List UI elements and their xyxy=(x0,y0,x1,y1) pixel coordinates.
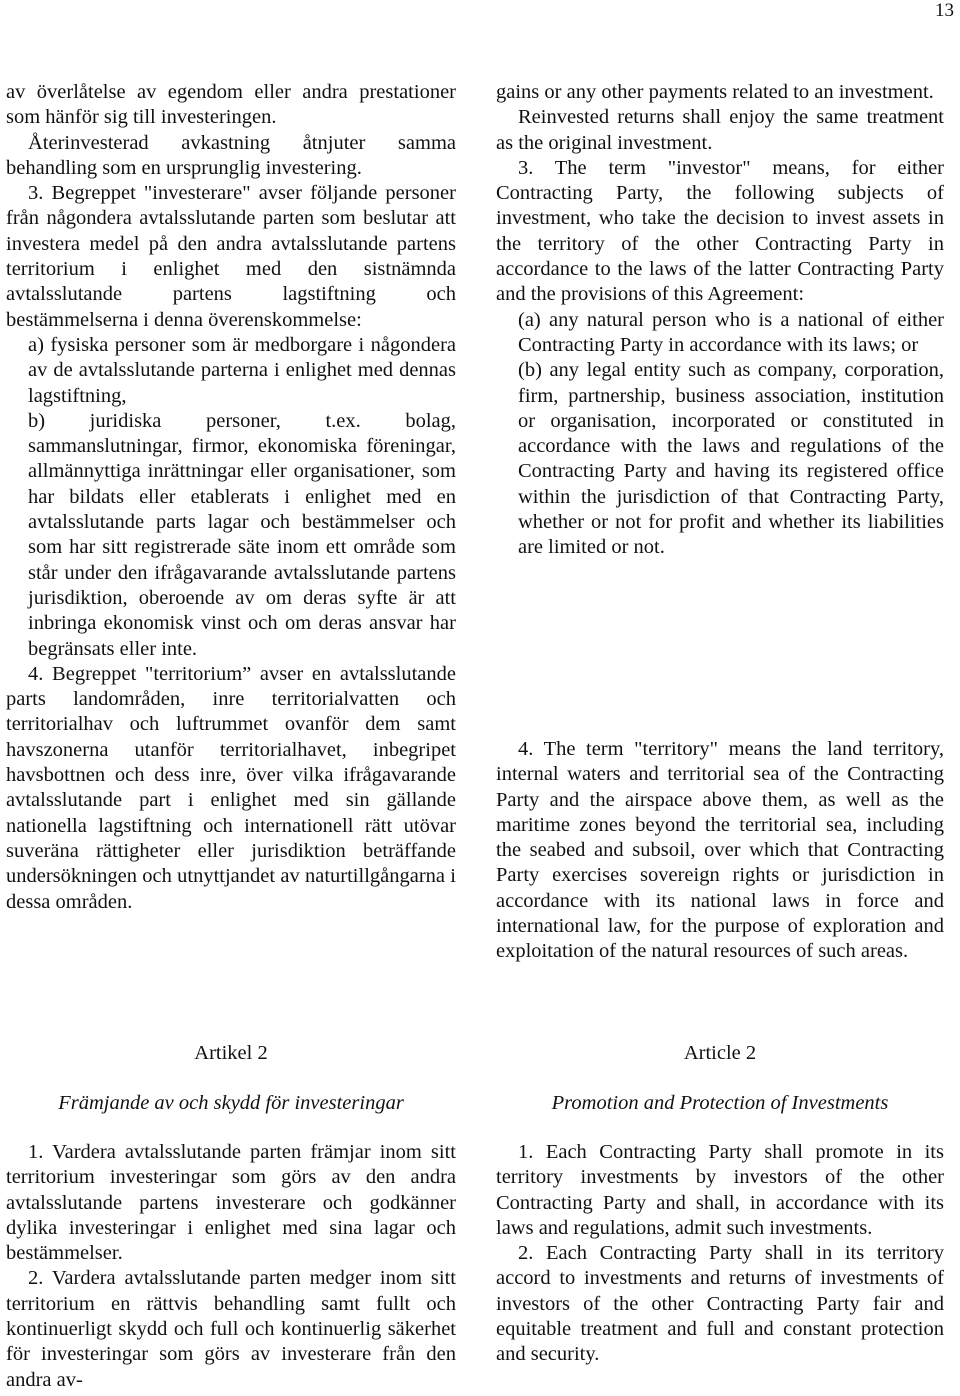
sv-art2-paragraph-2: 2. Vardera avtalsslutande parten medger inom sitt territorium en rättvis behandling samt fullt och kontinuerligt skydd och full och kontinuerlig säkerhet för investeringar som görs av investerare från den andra av- xyxy=(6,1267,456,1391)
en-article-title: Promotion and Protection of Investments xyxy=(551,1092,889,1114)
sv-item-b: b) juridiska personer, t.ex. bolag, sammanslutningar, firmor, ekonomiska föreningar, allmännyttiga inrättningar eller organisationer, som har bildats eller etablerats i enlighet med en avtalsslutande parts lagar och bestämmelser och som har sitt registrerade säte inom ett område som står under den ifrågavarande avtalsslutande partens jurisdiktion, oberoende av om deras syfte är att inbringa ekonomisk vinst och om deras ansvar har begränsats eller inte. xyxy=(28,409,456,660)
en-art2-paragraph-2: 2. Each Contracting Party shall in its territory accord to investments and returns of investments of investors of the other Contracting Party fair and equitable treatment and full and constant protection and security. xyxy=(496,1242,944,1366)
en-continuation: gains or any other payments related to an investment. xyxy=(496,81,934,103)
en-paragraph-4: 4. The term "territory" means the land territory, internal waters and territorial sea of the Contracting Party and the airspace above them, as well as the maritime zones beyond the territorial sea, including the seabed and subsoil, over which that Contracting Party exercises sovereign rights or jurisdiction in accordance with its national laws in force and international law, for the purpose of exploration and exploitation of the natural resources of such areas. xyxy=(496,738,944,963)
en-item-a: (a) any natural person who is a national of either Contracting Party in accordance with its laws; or xyxy=(518,308,944,356)
en-paragraph-4-wrap xyxy=(496,737,944,965)
en-item-b: (b) any legal entity such as company, corporation, firm, partnership, business association, institution or organisation, incorporated or constituted in accordance with the laws and regulations of the Contracting Party and having its registered office within the jurisdiction of that Contracting Party, whether or not for profit and whether its liabilities are limited or not. xyxy=(518,359,944,559)
sv-article-heading: Artikel 2 xyxy=(194,1042,268,1064)
sv-continuation: av överlåtelse av egendom eller andra prestationer som hänför sig till investeringen. xyxy=(6,81,456,129)
sv-art2-paragraph-1: 1. Vardera avtalsslutande parten främjar inom sitt territorium investeringar som görs av den andra avtalsslutande partens investerare och godkänner dylika investeringar i enlighet med sina lagar och bestämmelser. xyxy=(6,1141,456,1265)
page-number: 13 xyxy=(935,0,954,21)
sv-paragraph-4: 4. Begreppet "territorium” avser en avtalsslutande parts landområden, inre territorialvatten och territorialhav och luftrummet ovanför dem samt havszonerna utanför territorialhavet, inbegripet havsbottnen och dess inre, över vilka ifrågavarande avtalsslutande part i enlighet med sin gällande nationella lagstiftning och internationell rätt utövar suveräna rättigheter eller jurisdiktion beträffande undersökningen och utnyttjandet av naturtillgångarna i dessa områden. xyxy=(6,662,456,913)
english-column xyxy=(496,80,944,561)
en-article-heading: Article 2 xyxy=(683,1042,757,1064)
sv-reinvested: Återinvesterad avkastning åtnjuter samma behandling som en ursprunglig investering. xyxy=(6,131,456,179)
sv-paragraph-3: 3. Begreppet "investerare" avser följande personer från någondera avtalsslutande parten som beslutar att investera medel på den andra avtalsslutande partens territorium i enlighet med den sistnämnda avtalsslutande partens lagstiftning och bestämmelserna i denna överenskommelse: xyxy=(6,182,456,331)
sv-article-title: Främjande av och skydd för investeringar xyxy=(58,1092,404,1114)
en-paragraph-3: 3. The term "investor" means, for either Contracting Party, the following subjects of investment, who take the decision to invest assets in the territory of the other Contracting Party in accordance to the laws of the latter Contracting Party and the provisions of this Agreement: xyxy=(496,156,944,306)
sv-article2-body xyxy=(6,1140,456,1393)
sv-item-a: a) fysiska personer som är medborgare i någondera av de avtalsslutande parterna i enlighet med dennas lagstiftning, xyxy=(28,333,456,407)
en-reinvested: Reinvested returns shall enjoy the same treatment as the original investment. xyxy=(496,106,944,154)
swedish-column xyxy=(6,80,456,915)
en-art2-paragraph-1: 1. Each Contracting Party shall promote in its territory investments by investors of the other Contracting Party and shall, in accordance with its laws and regulations, admit such investments. xyxy=(496,1141,944,1239)
en-article2-body xyxy=(496,1140,944,1368)
